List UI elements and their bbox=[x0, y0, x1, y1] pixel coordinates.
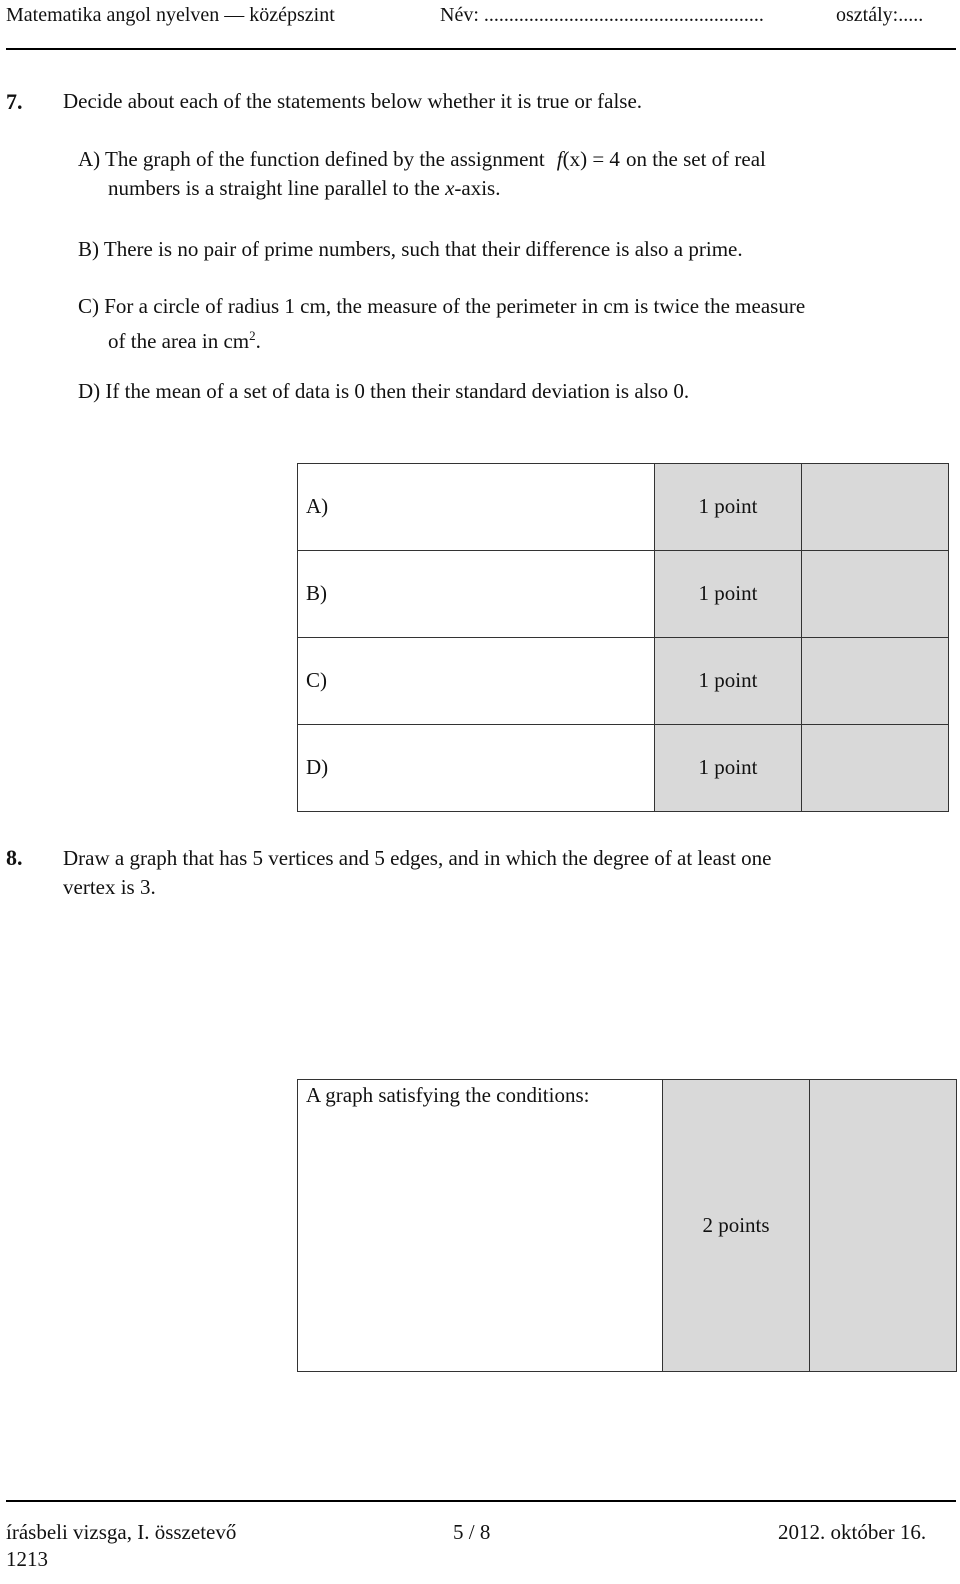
answer-row-c bbox=[298, 638, 949, 725]
question-7-prompt: Decide about each of the statements below whether it is true or false. bbox=[63, 89, 643, 113]
question-8-answer-table bbox=[297, 1079, 957, 1372]
statement-a-text: A) The graph of the function defined by the assignment bbox=[78, 147, 545, 171]
points-c: 1 point bbox=[655, 638, 802, 725]
points-d: 1 point bbox=[655, 725, 802, 812]
answer-label-d: D) bbox=[298, 725, 655, 812]
graph-drawing-area[interactable] bbox=[298, 1080, 663, 1372]
question-8-prompt-line1: Draw a graph that has 5 vertices and 5 edges, and in which the degree of at least one bbox=[63, 846, 772, 870]
score-box-c[interactable] bbox=[802, 638, 949, 725]
statement-a bbox=[78, 145, 958, 203]
footer-exam: írásbeli vizsga, I. összetevő bbox=[6, 1520, 237, 1544]
header-name-field: Név: ........................................................ bbox=[440, 4, 764, 26]
statement-c-text: C) For a circle of radius 1 cm, the measure of the perimeter in cm is twice the measure bbox=[78, 294, 806, 318]
header-subject: Matematika angol nyelven — középszint bbox=[6, 4, 335, 26]
footer-date: 2012. október 16. bbox=[778, 1520, 927, 1544]
function-formula: f(x) = 4 bbox=[556, 147, 620, 171]
question-8-number: 8. bbox=[6, 845, 23, 870]
score-box-graph[interactable] bbox=[810, 1080, 957, 1372]
score-box-d[interactable] bbox=[802, 725, 949, 812]
statement-a-continuation: numbers is a straight line parallel to the x-axis. bbox=[108, 176, 501, 200]
answer-row-b bbox=[298, 551, 949, 638]
answer-row-graph bbox=[298, 1080, 957, 1372]
answer-row-d bbox=[298, 725, 949, 812]
points-graph: 2 points bbox=[663, 1080, 810, 1372]
footer-code: 1213 bbox=[6, 1547, 48, 1571]
question-7-number: 7. bbox=[6, 89, 23, 114]
score-box-b[interactable] bbox=[802, 551, 949, 638]
question-7-answer-table bbox=[297, 463, 949, 812]
statement-c bbox=[78, 292, 958, 356]
footer-rule bbox=[6, 1500, 956, 1502]
answer-row-a bbox=[298, 464, 949, 551]
answer-label-a: A) bbox=[298, 464, 655, 551]
statement-b: B) There is no pair of prime numbers, such that their difference is also a prime. bbox=[78, 237, 743, 261]
score-box-a[interactable] bbox=[802, 464, 949, 551]
question-8-prompt-line2: vertex is 3. bbox=[63, 875, 156, 899]
points-b: 1 point bbox=[655, 551, 802, 638]
statement-c-continuation: of the area in $cm^2$. bbox=[108, 328, 261, 353]
statement-a-text-end: on the set of real bbox=[625, 147, 766, 171]
header-class-field: osztály:..... bbox=[836, 4, 924, 26]
answer-label-b: B) bbox=[298, 551, 655, 638]
header-rule bbox=[6, 48, 956, 50]
points-a: 1 point bbox=[655, 464, 802, 551]
footer-page-number: 5 / 8 bbox=[453, 1520, 491, 1544]
answer-label-c: C) bbox=[298, 638, 655, 725]
graph-answer-label: A graph satisfying the conditions: bbox=[306, 1083, 590, 1107]
question-8-prompt bbox=[63, 844, 771, 902]
statement-d: D) If the mean of a set of data is 0 then their standard deviation is also 0. bbox=[78, 379, 690, 403]
